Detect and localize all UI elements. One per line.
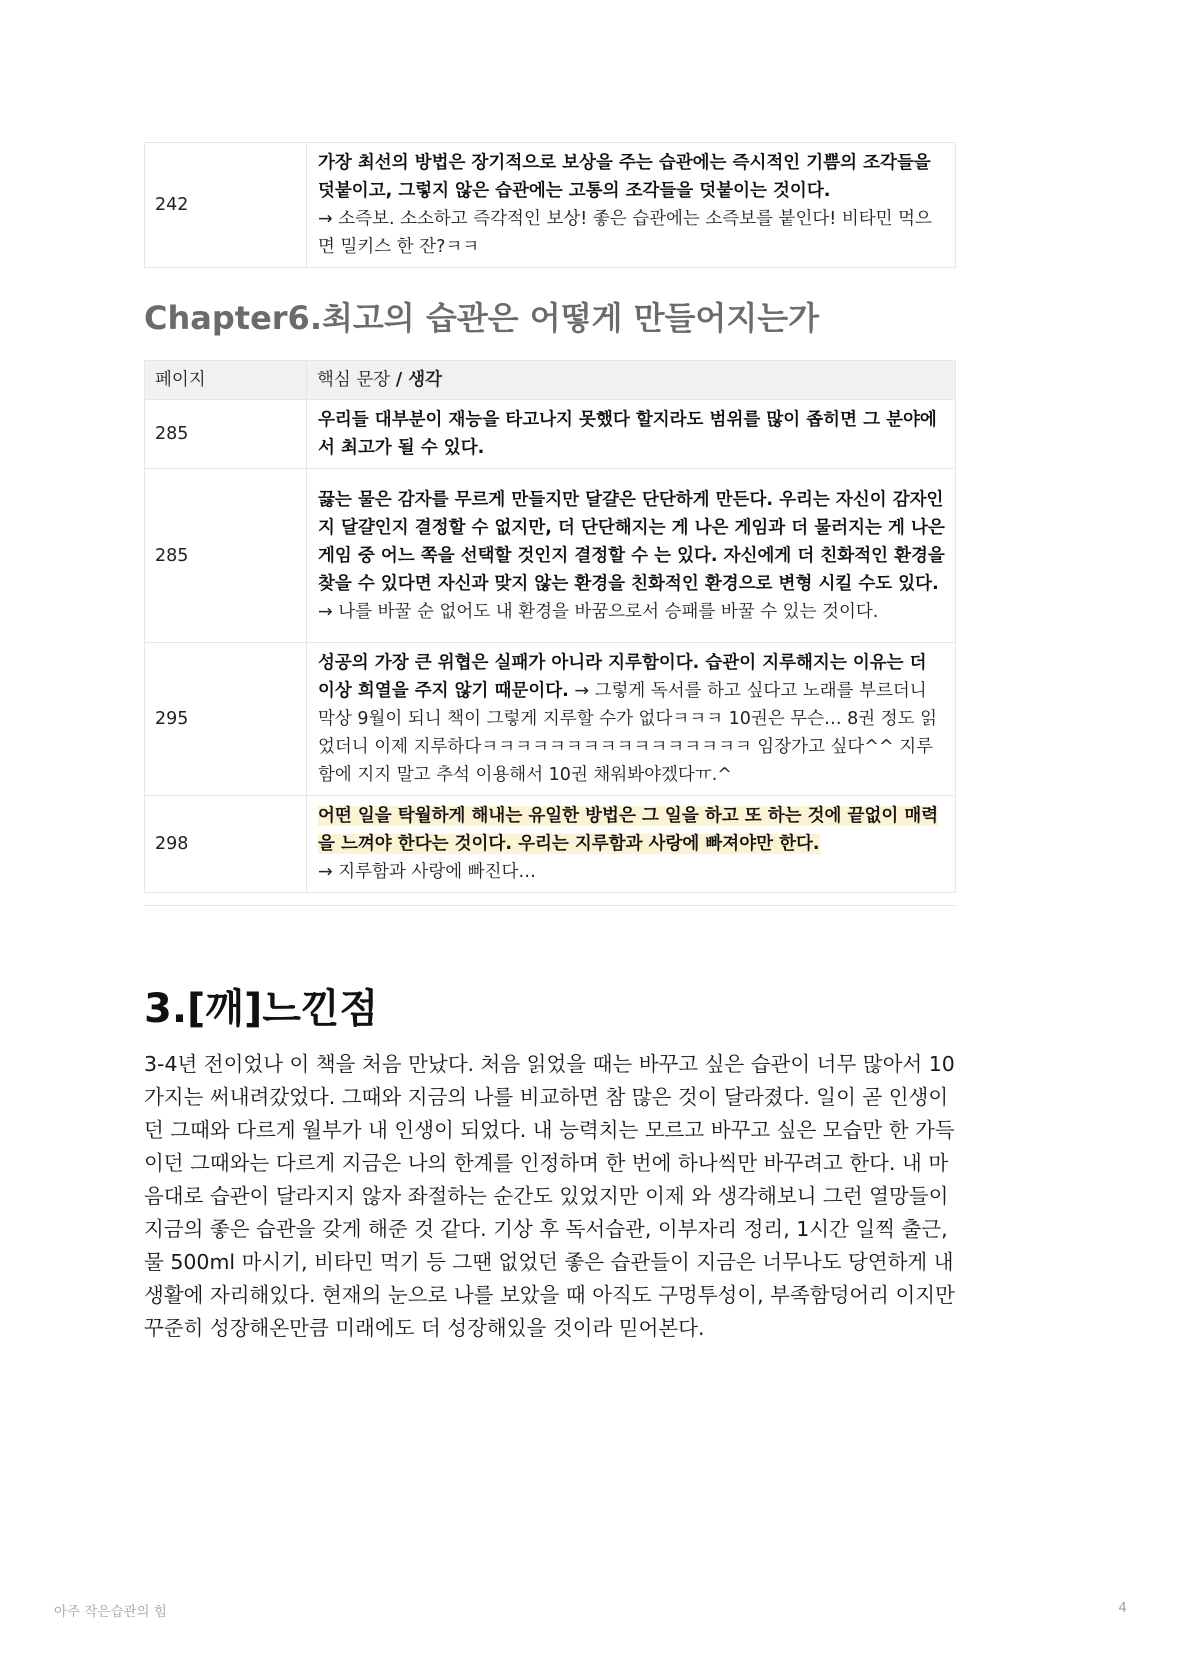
reflection-paragraph: 3-4년 전이었나 이 책을 처음 만났다. 처음 읽었을 때는 바꾸고 싶은 습관이 너무 많아서 10가지는 써내려갔었다. 그때와 지금의 나를 비교하면 참 많은 것이 달라졌다. 일이 곧 인생이던 그때와 다르게 월부가 내 인생이 되었다. 내 능력치는 모르고 바꾸고 싶은 모습만 한 가득이던 그때와는 다르게 지금은 나의 한계를 인정하며 한 번에 하나씩만 바꾸려고 한다. 내 마음대로 습관이 달라지지 않자 좌절하는 순간도 있었지만 이제 와 생각해보니 그런 열망들이 지금의 좋은 습관을 갖게 해준 것 같다. 기상 후 독서습관, 이부자리 정리, 1시간 일찍 출근, 물 500ml 마시기, 비타민 먹기 등 그땐 없었던 좋은 습관들이 지금은 너무나도 당연하게 내 생활에 자리해있다. 현재의 눈으로 나를 보았을 때 아직도 구멍투성이, 부족함덩어리 이지만 꾸준히 성장해온만큼 미래에도 더 성장해있을 것이라 믿어본다. (144, 1052, 955, 1340)
divider (144, 905, 956, 906)
chapter-notes-table (144, 360, 956, 893)
key-sentence: 성공의 가장 큰 위협은 실패가 아니라 지루함이다. 습관이 지루해지는 이유는 더 이상 희열을 주지 않기 때문이다. (318, 653, 927, 701)
key-sentence: 우리들 대부분이 재능을 타고나지 못했다 할지라도 범위를 많이 좁히면 그 분야에서 최고가 될 수 있다. (318, 410, 937, 458)
chapter-title: Chapter6.최고의 습관은 어떻게 만들어지는가 (144, 299, 820, 337)
page-number-cell: 285 (145, 469, 307, 643)
header-thought-label: / 생각 (395, 370, 443, 390)
key-sentence: 가장 최선의 방법은 장기적으로 보상을 주는 습관에는 즉시적인 기쁨의 조각들을 덧붙이고, 그렇지 않은 습관에는 고통의 조각들을 덧붙이는 것이다. (318, 153, 931, 201)
section-title: 3.[깨]느낀점 (144, 986, 379, 1032)
column-header-page: 페이지 (145, 361, 307, 400)
table-header-row (145, 361, 956, 400)
page-number-cell: 295 (145, 643, 307, 796)
note-cell (307, 469, 956, 643)
table-row (145, 143, 956, 268)
table-row (145, 796, 956, 893)
page-number-cell: 298 (145, 796, 307, 893)
document-content (144, 142, 956, 1345)
page-number-cell: 285 (145, 400, 307, 469)
note-cell (307, 400, 956, 469)
highlighted-key-sentence: 어떤 일을 탁월하게 해내는 유일한 방법은 그 일을 하고 또 하는 것에 끝없이 매력을 느껴야 한다는 것이다. 우리는 지루함과 사랑에 빠져야만 한다. (318, 806, 939, 854)
thought-text: → 소즉보. 소소하고 즉각적인 보상! 좋은 습관에는 소즉보를 붙인다! 비타민 먹으면 밀키스 한 잔?ㅋㅋ (318, 209, 932, 257)
note-cell (307, 796, 956, 893)
thought-text: → 그렇게 독서를 하고 싶다고 노래를 부르더니 막상 9월이 되니 책이 그렇게 지루할 수가 없다ㅋㅋㅋ 10권은 무슨… 8권 정도 읽었더니 이제 지루하다ㅋㅋㅋㅋㅋㅋㅋㅋㅋㅋㅋㅋㅋㅋㅋㅋ 임장가고 싶다^^ 지루함에 지지 말고 추석 이용해서 10권 채워봐야겠다ㅠ.^ (318, 681, 938, 785)
note-cell (307, 643, 956, 796)
header-sentence-label: 핵심 문장 (317, 370, 396, 390)
footer-page-number: 4 (1118, 1600, 1127, 1616)
column-header-sentence (307, 361, 956, 400)
page-number-cell: 242 (145, 143, 307, 268)
thought-text: → 나를 바꿀 순 없어도 내 환경을 바꿈으로서 승패를 바꿀 수 있는 것이다. (318, 601, 879, 622)
note-cell (307, 143, 956, 268)
table-row (145, 400, 956, 469)
table-row (145, 469, 956, 643)
prev-notes-table (144, 142, 956, 268)
thought-text: → 지루함과 사랑에 빠진다… (318, 862, 536, 882)
key-sentence: 끓는 물은 감자를 무르게 만들지만 달걀은 단단하게 만든다. 우리는 자신이 감자인지 달걀인지 결정할 수 없지만, 더 단단해지는 게 나은 게임과 더 물러지는 게 나은 게임 중 어느 쪽을 선택할 것인지 결정할 수 는 있다. 자신에게 더 친화적인 환경을 찾을 수 있다면 자신과 맞지 않는 환경을 친화적인 환경으로 변형 시킬 수도 있다. (318, 489, 945, 594)
footer-doc-title: 아주 작은습관의 힘 (54, 1604, 167, 1620)
table-row (145, 643, 956, 796)
